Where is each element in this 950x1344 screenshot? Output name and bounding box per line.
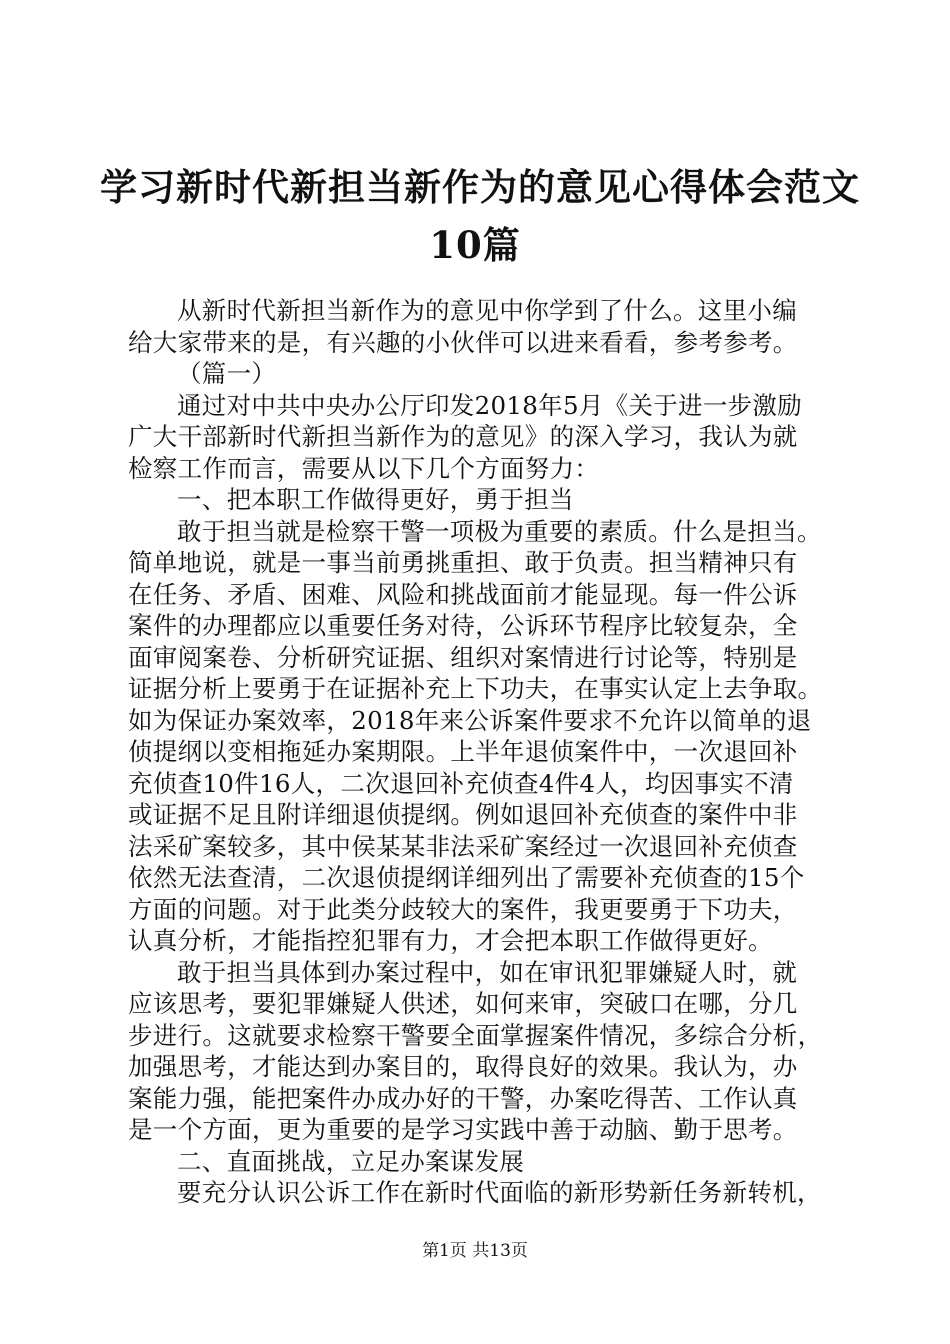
body-line: 步进行。这就要求检察干警要全面掌握案件情况，多综合分析， (128, 1020, 823, 1050)
body-line: 证据分析上要勇于在证据补充上下功夫，在事实认定上去争取。 (128, 674, 823, 703)
body-line: 面审阅案卷、分析研究证据、组织对案情进行讨论等，特别是 (128, 642, 798, 672)
body-line: 通过对中共中央办公厅印发2018年5月《关于进一步激励 (177, 390, 803, 420)
body-line: 如为保证办案效率，2018年来公诉案件要求不允许以简单的退 (128, 705, 812, 735)
body-line: 法采矿案较多，其中侯某某非法采矿案经过一次退回补充侦查 (128, 831, 798, 861)
body-line: 认真分析，才能指控犯罪有力，才会把本职工作做得更好。 (128, 926, 773, 955)
body-line: 一、把本职工作做得更好，勇于担当 (177, 485, 574, 514)
body-line: 案件的办理都应以重要任务对待，公诉环节程序比较复杂，全 (128, 611, 798, 640)
body-line: 加强思考，才能达到办案目的，取得良好的效果。我认为，办 (128, 1052, 798, 1081)
title-line-1: 学习新时代新担当新作为的意见心得体会范文 (100, 165, 860, 209)
body-line: 方面的问题。对于此类分歧较大的案件，我更要勇于下功夫， (128, 894, 798, 924)
body-line: 给大家带来的是，有兴趣的小伙伴可以进来看看，参考参考。 (128, 327, 798, 357)
body-line: 在任务、矛盾、困难、风险和挑战面前才能显现。每一件公诉 (128, 579, 798, 609)
body-line: 敢于担当具体到办案过程中，如在审讯犯罪嫌疑人时，就 (177, 957, 797, 987)
body-line: （篇一） (177, 359, 277, 388)
body-line: 是一个方面，更为重要的是学习实践中善于动脑、勤于思考。 (128, 1115, 798, 1144)
document-title (100, 158, 860, 274)
body-line: 二、直面挑战，立足办案谋发展 (177, 1146, 525, 1176)
body-line: 依然无法查清，二次退侦提纲详细列出了需要补充侦查的15个 (128, 863, 805, 892)
body-line: 简单地说，就是一事当前勇挑重担、敢于负责。担当精神只有 (128, 548, 798, 577)
body-line: 要充分认识公诉工作在新时代面临的新形势新任务新转机， (177, 1178, 822, 1207)
body-line: 案能力强，能把案件办成办好的干警，办案吃得苦、工作认真 (128, 1083, 798, 1113)
body-line: 敢于担当就是检察干警一项极为重要的素质。什么是担当。 (177, 516, 822, 546)
title-line-2: 10篇 (429, 223, 521, 267)
page-footer: 第1页 共13页 (422, 1241, 528, 1261)
body-line: 从新时代新担当新作为的意见中你学到了什么。这里小编 (177, 296, 797, 325)
body-line: 充侦查10件16人，二次退回补充侦查4件4人，均因事实不清 (128, 768, 794, 798)
body-line: 应该思考，要犯罪嫌疑人供述，如何来审，突破口在哪，分几 (128, 989, 798, 1018)
document-body (128, 295, 828, 1209)
body-line: 或证据不足且附详细退侦提纲。例如退回补充侦查的案件中非 (128, 800, 798, 829)
body-line: 检察工作而言，需要从以下几个方面努力： (128, 453, 600, 483)
body-line: 广大干部新时代新担当新作为的意见》的深入学习，我认为就 (128, 422, 798, 451)
body-line: 侦提纲以变相拖延办案期限。上半年退侦案件中，一次退回补 (128, 737, 798, 766)
